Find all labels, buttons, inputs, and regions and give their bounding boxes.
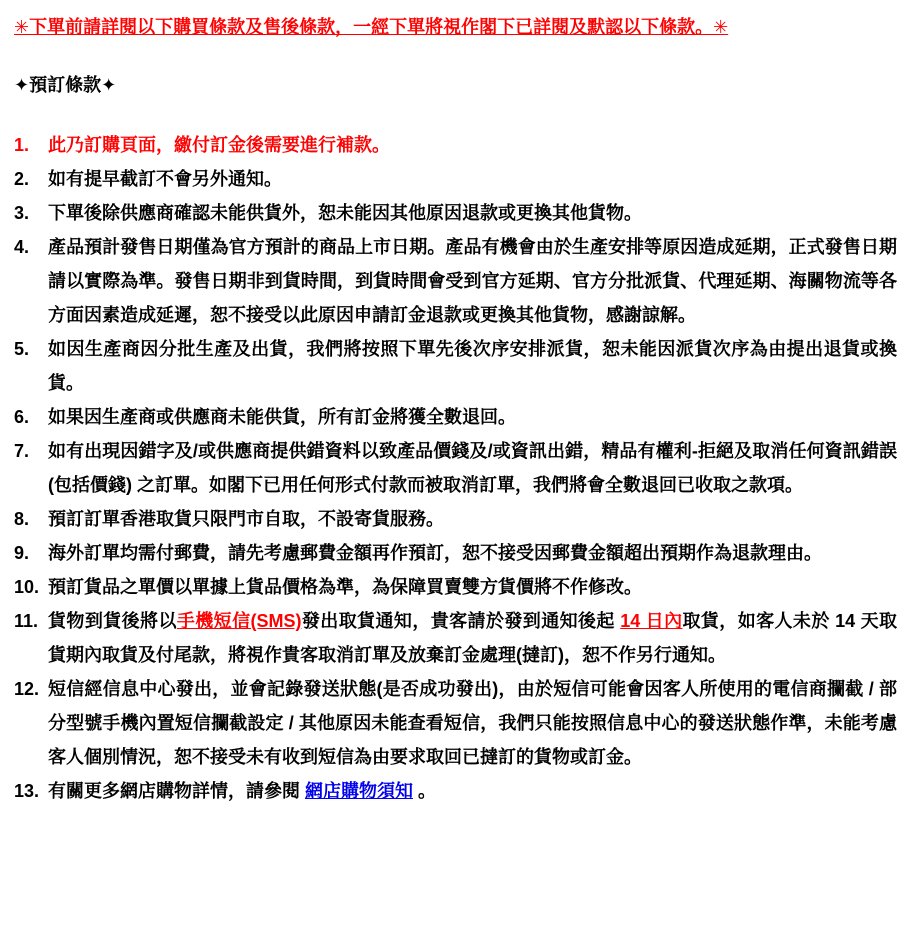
term-number: 11. xyxy=(14,611,39,631)
text-segment: 有關更多網店購物詳情，請參閱 xyxy=(48,781,305,801)
term-item xyxy=(14,536,897,570)
term-text xyxy=(48,128,897,162)
term-item xyxy=(14,434,897,502)
term-text xyxy=(48,400,897,434)
text-segment: 如因生產商因分批生產及出貨，我們將按照下單先後次序安排派貨，恕未能因派貨次序為由提出退貨或換貨。 xyxy=(48,339,897,393)
term-item xyxy=(14,162,897,196)
term-text xyxy=(48,162,897,196)
text-segment: 如有提早截訂不會另外通知。 xyxy=(48,169,282,189)
term-item xyxy=(14,128,897,162)
term-item xyxy=(14,196,897,230)
text-segment: 貨物到貨後將以 xyxy=(48,611,177,631)
text-segment: 預訂訂單香港取貨只限門市自取，不設寄貨服務。 xyxy=(48,509,444,529)
text-segment: 預訂貨品之單價以單據上貨品價格為準，為保障買賣雙方貨價將不作修改。 xyxy=(48,577,642,597)
text-segment: 如果因生產商或供應商未能供貨，所有訂金將獲全數退回。 xyxy=(48,407,516,427)
term-text xyxy=(48,196,897,230)
pickup-deadline-highlight: 14 日內 xyxy=(620,611,683,631)
text-segment: 下單後除供應商確認未能供貨外，恕未能因其他原因退款或更換其他貨物。 xyxy=(48,203,642,223)
term-number: 3. xyxy=(14,203,30,223)
text-segment: 產品預計發售日期僅為官方預計的商品上市日期。產品有機會由於生產安排等原因造成延期，正式發售日期請以實際為準。發售日期非到貨時間，到貨時間會受到官方延期、官方分批派貨、代理延期、海關物流等各方面因素造成延遲，恕不接受以此原因申請訂金退款或更換其他貨物，感謝諒解。 xyxy=(48,237,897,325)
term-item xyxy=(14,604,897,672)
text-segment: 此乃訂購頁面，繳付訂金後需要進行補款。 xyxy=(48,135,390,155)
term-text xyxy=(48,502,897,536)
term-number: 8. xyxy=(14,509,30,529)
term-text xyxy=(48,774,897,808)
term-number: 13. xyxy=(14,781,40,801)
term-item xyxy=(14,332,897,400)
term-item xyxy=(14,230,897,332)
term-number: 1. xyxy=(14,135,30,155)
section-title: ✦預訂條款✦ xyxy=(14,75,117,95)
text-segment: 發出取貨通知，貴客請於發到通知後起 xyxy=(301,611,621,631)
term-item xyxy=(14,774,897,808)
term-number: 6. xyxy=(14,407,30,427)
sms-highlight: 手機短信(SMS) xyxy=(176,611,302,631)
term-item xyxy=(14,400,897,434)
store-shopping-guide-link[interactable]: 網店購物須知 xyxy=(305,781,413,801)
text-segment: 海外訂單均需付郵費，請先考慮郵費金額再作預訂，恕不接受因郵費金額超出預期作為退款理由。 xyxy=(48,543,822,563)
term-text xyxy=(48,536,897,570)
term-item xyxy=(14,502,897,536)
terms-list xyxy=(14,128,897,808)
text-segment: 取貨，如客人未於 14 天取貨期內取貨及付尾款，將視作貴客取消訂單及放棄訂金處理(撻訂)，恕不作另行通知。 xyxy=(48,611,897,665)
page-title: ✳下單前請詳閱以下購買條款及售後條款，一經下單將視作閣下已詳閱及默認以下條款。✳ xyxy=(14,17,729,37)
text-segment: 。 xyxy=(413,781,437,801)
term-item xyxy=(14,672,897,774)
term-item xyxy=(14,570,897,604)
term-number: 4. xyxy=(14,237,30,257)
term-number: 10. xyxy=(14,577,40,597)
term-text xyxy=(48,672,897,774)
term-number: 5. xyxy=(14,339,30,359)
term-text xyxy=(48,332,897,400)
term-number: 9. xyxy=(14,543,30,563)
text-segment: 短信經信息中心發出，並會記錄發送狀態(是否成功發出)，由於短信可能會因客人所使用的電信商攔截 / 部分型號手機內置短信攔截設定 / 其他原因未能查看短信，我們只能按照信息中心的發送狀態作準，未能考慮客人個別情況，恕不接受未有收到短信為由要求取回已撻訂的貨物或訂金。 xyxy=(48,679,897,767)
term-text xyxy=(48,230,897,332)
term-text xyxy=(48,434,897,502)
term-number: 12. xyxy=(14,679,40,699)
text-segment: 如有出現因錯字及/或供應商提供錯資料以致產品價錢及/或資訊出錯，精品有權利-拒絕及取消任何資訊錯誤(包括價錢) 之訂單。如閣下已用任何形式付款而被取消訂單，我們將會全數退回已收取之款項。 xyxy=(48,441,897,495)
term-text xyxy=(48,570,897,604)
term-number: 2. xyxy=(14,169,30,189)
term-text xyxy=(48,604,897,672)
term-number: 7. xyxy=(14,441,30,461)
